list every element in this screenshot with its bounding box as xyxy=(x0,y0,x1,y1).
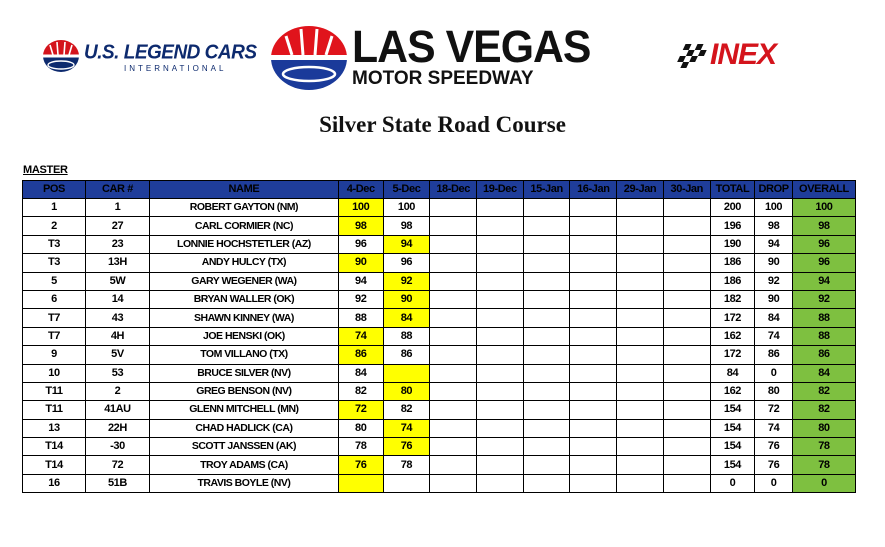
empty-race-cell xyxy=(430,327,477,345)
pos-cell: T3 xyxy=(23,254,86,272)
race-4-dec-cell: 82 xyxy=(338,382,383,400)
table-row xyxy=(23,382,856,400)
car-number-cell: 51B xyxy=(85,474,149,492)
total-cell: 84 xyxy=(710,364,755,382)
empty-race-cell xyxy=(663,382,710,400)
car-number-cell: 22H xyxy=(85,419,149,437)
empty-race-cell xyxy=(477,235,524,253)
empty-race-cell xyxy=(430,456,477,474)
driver-name-cell: JOE HENSKI (OK) xyxy=(149,327,338,345)
total-cell: 162 xyxy=(710,382,755,400)
overall-cell: 78 xyxy=(792,438,855,456)
drop-cell: 80 xyxy=(755,382,793,400)
overall-cell: 96 xyxy=(792,235,855,253)
overall-cell: 88 xyxy=(792,327,855,345)
empty-race-cell xyxy=(617,272,664,290)
empty-race-cell xyxy=(523,346,570,364)
empty-race-cell xyxy=(570,217,617,235)
table-row xyxy=(23,272,856,290)
total-cell: 196 xyxy=(710,217,755,235)
pos-cell: T14 xyxy=(23,456,86,474)
empty-race-cell xyxy=(430,309,477,327)
empty-race-cell xyxy=(663,235,710,253)
race-4-dec-cell: 80 xyxy=(338,419,383,437)
empty-race-cell xyxy=(663,272,710,290)
empty-race-cell xyxy=(617,309,664,327)
empty-race-cell xyxy=(663,456,710,474)
table-row xyxy=(23,401,856,419)
column-header: OVERALL xyxy=(792,181,855,199)
pos-cell: T14 xyxy=(23,438,86,456)
empty-race-cell xyxy=(617,382,664,400)
empty-race-cell xyxy=(663,401,710,419)
empty-race-cell xyxy=(663,364,710,382)
empty-race-cell xyxy=(570,346,617,364)
empty-race-cell xyxy=(663,217,710,235)
drop-cell: 74 xyxy=(755,419,793,437)
empty-race-cell xyxy=(570,474,617,492)
total-cell: 154 xyxy=(710,401,755,419)
empty-race-cell xyxy=(430,364,477,382)
empty-race-cell xyxy=(477,438,524,456)
pos-cell: T7 xyxy=(23,309,86,327)
us-legend-cars-logo xyxy=(40,38,257,78)
empty-race-cell xyxy=(477,456,524,474)
total-cell: 172 xyxy=(710,346,755,364)
column-header: 30-Jan xyxy=(663,181,710,199)
race-5-dec-cell: 98 xyxy=(383,217,430,235)
empty-race-cell xyxy=(430,254,477,272)
empty-race-cell xyxy=(663,290,710,308)
driver-name-cell: SCOTT JANSSEN (AK) xyxy=(149,438,338,456)
empty-race-cell xyxy=(477,199,524,217)
table-row xyxy=(23,419,856,437)
overall-cell: 78 xyxy=(792,456,855,474)
empty-race-cell xyxy=(430,382,477,400)
empty-race-cell xyxy=(570,364,617,382)
empty-race-cell xyxy=(617,456,664,474)
drop-cell: 0 xyxy=(755,364,793,382)
column-header: 18-Dec xyxy=(430,181,477,199)
empty-race-cell xyxy=(570,327,617,345)
car-number-cell: 53 xyxy=(85,364,149,382)
race-4-dec-cell: 84 xyxy=(338,364,383,382)
table-row xyxy=(23,346,856,364)
total-cell: 172 xyxy=(710,309,755,327)
race-4-dec-cell: 72 xyxy=(338,401,383,419)
table-body xyxy=(23,199,856,493)
empty-race-cell xyxy=(663,199,710,217)
race-5-dec-cell: 78 xyxy=(383,456,430,474)
empty-race-cell xyxy=(570,438,617,456)
pos-cell: T3 xyxy=(23,235,86,253)
car-number-cell: 43 xyxy=(85,309,149,327)
total-cell: 182 xyxy=(710,290,755,308)
column-header: 19-Dec xyxy=(477,181,524,199)
race-5-dec-cell: 90 xyxy=(383,290,430,308)
empty-race-cell xyxy=(523,364,570,382)
empty-race-cell xyxy=(617,217,664,235)
drop-cell: 98 xyxy=(755,217,793,235)
empty-race-cell xyxy=(570,235,617,253)
empty-race-cell xyxy=(430,290,477,308)
total-cell: 154 xyxy=(710,438,755,456)
empty-race-cell xyxy=(477,309,524,327)
empty-race-cell xyxy=(617,199,664,217)
race-4-dec-cell: 90 xyxy=(338,254,383,272)
car-number-cell: 5W xyxy=(85,272,149,290)
race-4-dec-cell: 98 xyxy=(338,217,383,235)
table-row xyxy=(23,438,856,456)
empty-race-cell xyxy=(617,419,664,437)
race-4-dec-cell: 96 xyxy=(338,235,383,253)
drop-cell: 0 xyxy=(755,474,793,492)
empty-race-cell xyxy=(477,474,524,492)
overall-cell: 98 xyxy=(792,217,855,235)
car-number-cell: 1 xyxy=(85,199,149,217)
empty-race-cell xyxy=(430,438,477,456)
driver-name-cell: TOM VILLANO (TX) xyxy=(149,346,338,364)
empty-race-cell xyxy=(477,272,524,290)
drop-cell: 100 xyxy=(755,199,793,217)
page-title: Silver State Road Course xyxy=(319,112,566,137)
driver-name-cell: CHAD HADLICK (CA) xyxy=(149,419,338,437)
empty-race-cell xyxy=(570,401,617,419)
race-5-dec-cell xyxy=(383,474,430,492)
section-label: MASTER xyxy=(23,164,68,176)
empty-race-cell xyxy=(523,474,570,492)
empty-race-cell xyxy=(430,217,477,235)
driver-name-cell: BRYAN WALLER (OK) xyxy=(149,290,338,308)
driver-name-cell: BRUCE SILVER (NV) xyxy=(149,364,338,382)
race-5-dec-cell: 84 xyxy=(383,309,430,327)
empty-race-cell xyxy=(617,235,664,253)
empty-race-cell xyxy=(570,382,617,400)
empty-race-cell xyxy=(430,401,477,419)
table-row xyxy=(23,327,856,345)
race-5-dec-cell: 96 xyxy=(383,254,430,272)
column-header: TOTAL xyxy=(710,181,755,199)
empty-race-cell xyxy=(430,199,477,217)
legend-globe-icon xyxy=(40,38,82,74)
empty-race-cell xyxy=(617,327,664,345)
column-header: CAR # xyxy=(85,181,149,199)
pos-cell: 6 xyxy=(23,290,86,308)
column-header: 4-Dec xyxy=(338,181,383,199)
overall-cell: 92 xyxy=(792,290,855,308)
overall-cell: 82 xyxy=(792,382,855,400)
empty-race-cell xyxy=(477,217,524,235)
drop-cell: 94 xyxy=(755,235,793,253)
car-number-cell: 41AU xyxy=(85,401,149,419)
car-number-cell: -30 xyxy=(85,438,149,456)
empty-race-cell xyxy=(663,309,710,327)
empty-race-cell xyxy=(663,254,710,272)
empty-race-cell xyxy=(523,382,570,400)
total-cell: 0 xyxy=(710,474,755,492)
empty-race-cell xyxy=(523,438,570,456)
empty-race-cell xyxy=(663,346,710,364)
pos-cell: 13 xyxy=(23,419,86,437)
empty-race-cell xyxy=(430,272,477,290)
column-header: DROP xyxy=(755,181,793,199)
table-row xyxy=(23,364,856,382)
empty-race-cell xyxy=(663,474,710,492)
pos-cell: 2 xyxy=(23,217,86,235)
driver-name-cell: TRAVIS BOYLE (NV) xyxy=(149,474,338,492)
race-5-dec-cell: 100 xyxy=(383,199,430,217)
overall-cell: 82 xyxy=(792,401,855,419)
empty-race-cell xyxy=(617,474,664,492)
race-4-dec-cell: 86 xyxy=(338,346,383,364)
driver-name-cell: ROBERT GAYTON (NM) xyxy=(149,199,338,217)
table-row xyxy=(23,309,856,327)
overall-cell: 84 xyxy=(792,364,855,382)
table-row xyxy=(23,456,856,474)
empty-race-cell xyxy=(523,419,570,437)
lvms-logo-text-line2: MOTOR SPEEDWAY xyxy=(352,68,534,89)
column-header: POS xyxy=(23,181,86,199)
drop-cell: 74 xyxy=(755,327,793,345)
legend-logo-subtext: INTERNATIONAL xyxy=(124,64,227,73)
car-number-cell: 14 xyxy=(85,290,149,308)
empty-race-cell xyxy=(523,217,570,235)
table-row xyxy=(23,235,856,253)
empty-race-cell xyxy=(477,254,524,272)
total-cell: 190 xyxy=(710,235,755,253)
car-number-cell: 72 xyxy=(85,456,149,474)
total-cell: 186 xyxy=(710,254,755,272)
race-5-dec-cell: 94 xyxy=(383,235,430,253)
empty-race-cell xyxy=(570,309,617,327)
driver-name-cell: GLENN MITCHELL (MN) xyxy=(149,401,338,419)
empty-race-cell xyxy=(617,290,664,308)
empty-race-cell xyxy=(663,438,710,456)
total-cell: 200 xyxy=(710,199,755,217)
drop-cell: 90 xyxy=(755,254,793,272)
empty-race-cell xyxy=(523,290,570,308)
empty-race-cell xyxy=(477,327,524,345)
drop-cell: 76 xyxy=(755,438,793,456)
drop-cell: 90 xyxy=(755,290,793,308)
empty-race-cell xyxy=(617,254,664,272)
total-cell: 186 xyxy=(710,272,755,290)
overall-cell: 86 xyxy=(792,346,855,364)
driver-name-cell: SHAWN KINNEY (WA) xyxy=(149,309,338,327)
empty-race-cell xyxy=(477,382,524,400)
empty-race-cell xyxy=(617,401,664,419)
pos-cell: T11 xyxy=(23,382,86,400)
car-number-cell: 4H xyxy=(85,327,149,345)
pos-cell: T7 xyxy=(23,327,86,345)
race-5-dec-cell xyxy=(383,364,430,382)
column-header: 5-Dec xyxy=(383,181,430,199)
race-5-dec-cell: 74 xyxy=(383,419,430,437)
car-number-cell: 23 xyxy=(85,235,149,253)
race-4-dec-cell: 88 xyxy=(338,309,383,327)
empty-race-cell xyxy=(477,401,524,419)
overall-cell: 100 xyxy=(792,199,855,217)
overall-cell: 0 xyxy=(792,474,855,492)
race-4-dec-cell: 74 xyxy=(338,327,383,345)
pos-cell: 1 xyxy=(23,199,86,217)
empty-race-cell xyxy=(430,346,477,364)
empty-race-cell xyxy=(430,474,477,492)
empty-race-cell xyxy=(570,290,617,308)
race-5-dec-cell: 76 xyxy=(383,438,430,456)
empty-race-cell xyxy=(570,254,617,272)
car-number-cell: 2 xyxy=(85,382,149,400)
race-4-dec-cell: 94 xyxy=(338,272,383,290)
overall-cell: 94 xyxy=(792,272,855,290)
table-row xyxy=(23,290,856,308)
total-cell: 162 xyxy=(710,327,755,345)
driver-name-cell: GREG BENSON (NV) xyxy=(149,382,338,400)
empty-race-cell xyxy=(617,364,664,382)
drop-cell: 92 xyxy=(755,272,793,290)
table-row xyxy=(23,217,856,235)
overall-cell: 80 xyxy=(792,419,855,437)
race-5-dec-cell: 80 xyxy=(383,382,430,400)
car-number-cell: 5V xyxy=(85,346,149,364)
car-number-cell: 13H xyxy=(85,254,149,272)
race-4-dec-cell: 92 xyxy=(338,290,383,308)
total-cell: 154 xyxy=(710,419,755,437)
empty-race-cell xyxy=(523,235,570,253)
empty-race-cell xyxy=(570,456,617,474)
empty-race-cell xyxy=(523,199,570,217)
race-5-dec-cell: 88 xyxy=(383,327,430,345)
empty-race-cell xyxy=(663,327,710,345)
table-row xyxy=(23,474,856,492)
column-header: 16-Jan xyxy=(570,181,617,199)
inex-logo xyxy=(670,40,830,74)
column-header: NAME xyxy=(149,181,338,199)
empty-race-cell xyxy=(523,272,570,290)
empty-race-cell xyxy=(617,346,664,364)
drop-cell: 76 xyxy=(755,456,793,474)
standings-table xyxy=(22,180,856,493)
empty-race-cell xyxy=(523,309,570,327)
las-vegas-motor-speedway-logo xyxy=(268,21,591,92)
pos-cell: 10 xyxy=(23,364,86,382)
empty-race-cell xyxy=(477,346,524,364)
empty-race-cell xyxy=(523,327,570,345)
lvms-globe-icon xyxy=(268,24,350,90)
empty-race-cell xyxy=(430,419,477,437)
driver-name-cell: TROY ADAMS (CA) xyxy=(149,456,338,474)
driver-name-cell: ANDY HULCY (TX) xyxy=(149,254,338,272)
driver-name-cell: CARL CORMIER (NC) xyxy=(149,217,338,235)
empty-race-cell xyxy=(477,419,524,437)
legend-logo-text: U.S. LEGEND CARS xyxy=(84,41,257,64)
pos-cell: T11 xyxy=(23,401,86,419)
table-header-row xyxy=(23,181,856,199)
overall-cell: 96 xyxy=(792,254,855,272)
race-4-dec-cell xyxy=(338,474,383,492)
driver-name-cell: GARY WEGENER (WA) xyxy=(149,272,338,290)
empty-race-cell xyxy=(570,419,617,437)
table-row xyxy=(23,199,856,217)
pos-cell: 5 xyxy=(23,272,86,290)
inex-logo-text: INEX xyxy=(710,38,777,71)
empty-race-cell xyxy=(523,456,570,474)
empty-race-cell xyxy=(570,272,617,290)
pos-cell: 9 xyxy=(23,346,86,364)
lvms-logo-text-line1: LAS VEGAS xyxy=(352,21,591,72)
table-row xyxy=(23,254,856,272)
drop-cell: 86 xyxy=(755,346,793,364)
column-header: 29-Jan xyxy=(617,181,664,199)
empty-race-cell xyxy=(570,199,617,217)
race-5-dec-cell: 86 xyxy=(383,346,430,364)
drop-cell: 72 xyxy=(755,401,793,419)
empty-race-cell xyxy=(477,364,524,382)
race-4-dec-cell: 78 xyxy=(338,438,383,456)
pos-cell: 16 xyxy=(23,474,86,492)
empty-race-cell xyxy=(663,419,710,437)
drop-cell: 84 xyxy=(755,309,793,327)
car-number-cell: 27 xyxy=(85,217,149,235)
race-4-dec-cell: 100 xyxy=(338,199,383,217)
empty-race-cell xyxy=(477,290,524,308)
column-header: 15-Jan xyxy=(523,181,570,199)
empty-race-cell xyxy=(617,438,664,456)
overall-cell: 88 xyxy=(792,309,855,327)
race-5-dec-cell: 92 xyxy=(383,272,430,290)
empty-race-cell xyxy=(430,235,477,253)
empty-race-cell xyxy=(523,254,570,272)
driver-name-cell: LONNIE HOCHSTETLER (AZ) xyxy=(149,235,338,253)
race-5-dec-cell: 82 xyxy=(383,401,430,419)
empty-race-cell xyxy=(523,401,570,419)
race-4-dec-cell: 76 xyxy=(338,456,383,474)
total-cell: 154 xyxy=(710,456,755,474)
